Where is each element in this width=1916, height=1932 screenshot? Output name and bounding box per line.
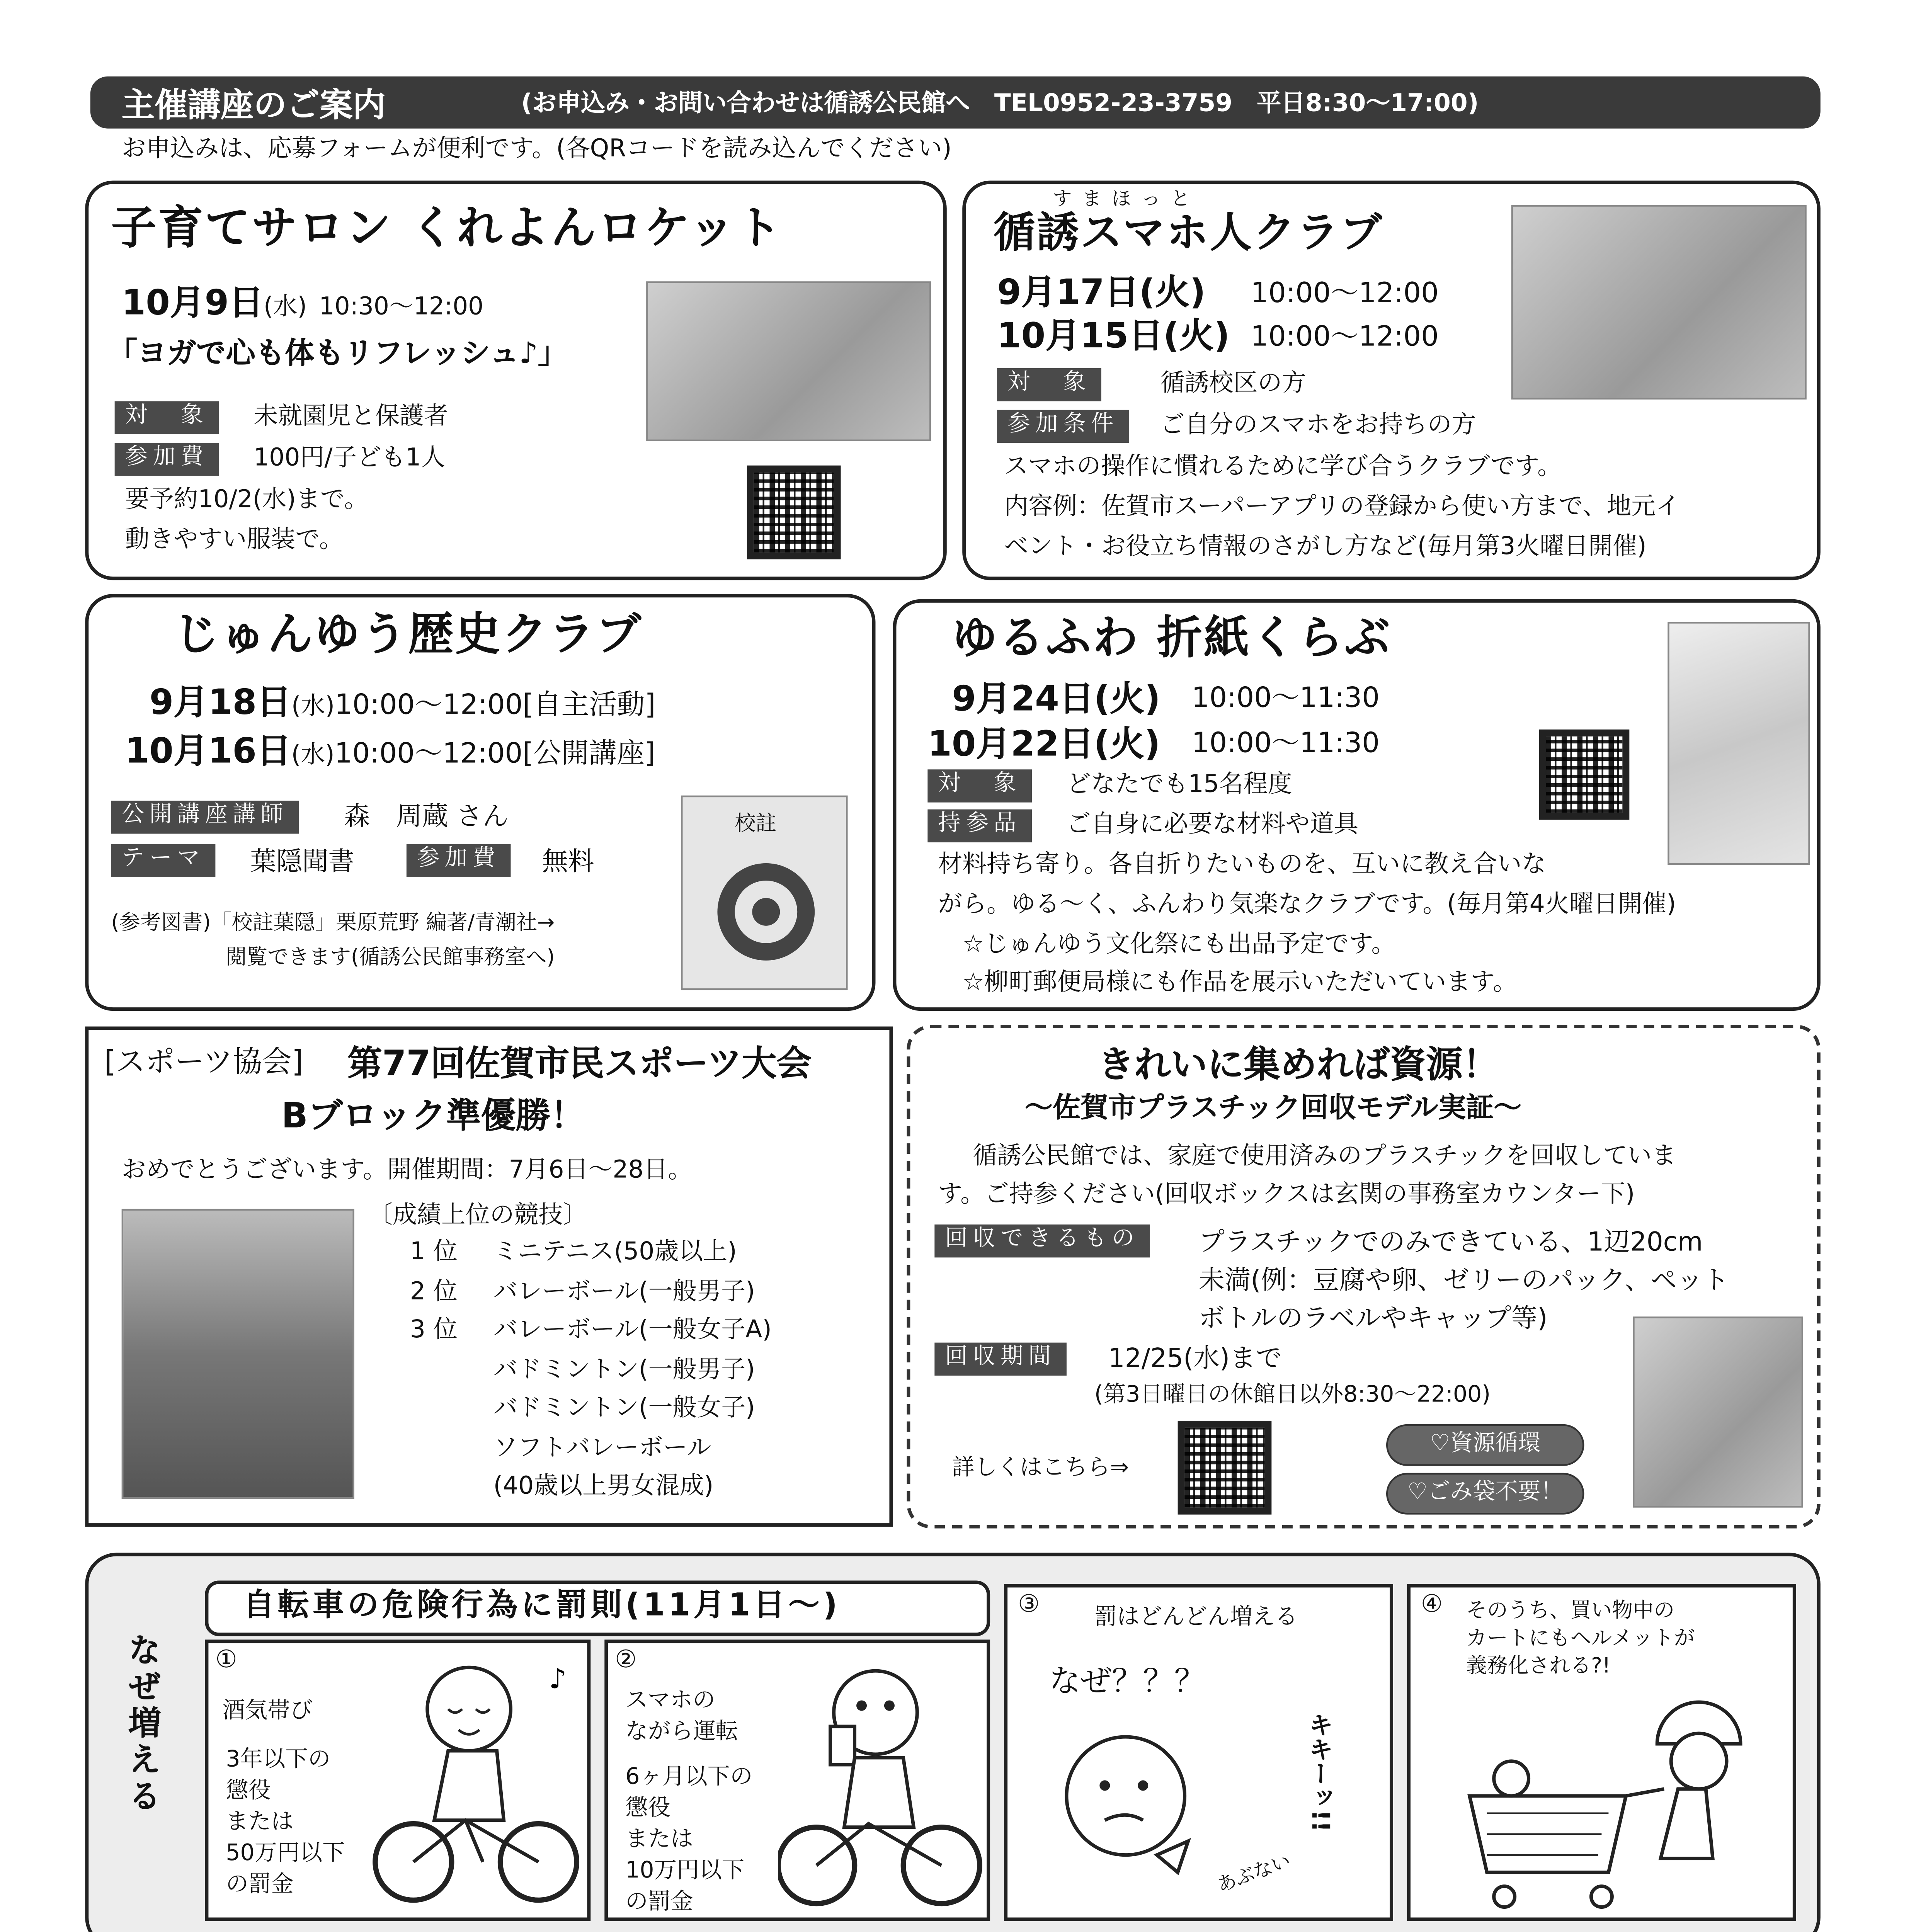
panel1-line2: 懲役 [226,1778,271,1805]
smaho-target: 循誘校区の方 [1160,370,1307,398]
sports-result-row [410,1238,737,1269]
panel1-heading: 酒気帯び [222,1699,313,1725]
sports-result-rank: 2 位 [410,1277,458,1305]
panel1-line5: の罰金 [226,1872,294,1899]
sports-result-row [410,1277,755,1308]
sports-result-event: バドミントン(一般女子) [493,1395,755,1423]
recycle-qr-code[interactable] [1178,1421,1272,1515]
origami-target-label: 対 象 [927,769,1032,802]
panel1-line3: または [226,1810,294,1836]
history-fee-label: 参加費 [407,844,511,877]
panel3-heading: 罰はどんどん増える [1094,1605,1298,1631]
recycle-details[interactable]: 詳しくはこちら⇒ [952,1455,1129,1482]
origami-title: ゆるふわ 折紙くらぶ [952,613,1392,665]
panel2-heading1: スマホの [625,1688,715,1714]
crayon-target: 未就園児と保護者 [254,403,448,431]
crayon-theme: 「ヨガで心も体もリフレッシュ♪」 [107,337,568,372]
history-fee: 無料 [542,846,594,877]
sports-result-row [410,1473,714,1503]
book-crest-icon [683,797,850,992]
shopping-cart-helmet-icon [1435,1692,1782,1917]
recycle-items2: 未満(例：豆腐や卵、ゼリーのパック、ペット [1198,1264,1729,1296]
sports-title1: 第77回佐賀市民スポーツ大会 [347,1042,812,1084]
history-date1: 9月18日 [149,681,292,723]
smaho-ruby: すまほっと [1052,187,1201,210]
trophy-photo [122,1209,354,1499]
panel3-why: なぜ？？？ [1049,1664,1206,1701]
crayon-target-label: 対 象 [115,401,219,434]
crayon-reserve: 要予約10/2(水)まで。 [125,486,369,514]
header-title: 主催講座のご案内 [121,86,386,124]
smaho-time2: 10:00～12:00 [1251,320,1439,353]
origami-date1: 9月24日(火) [952,677,1160,719]
smaho-time1: 10:00～12:00 [1251,276,1439,310]
panel3-abunai: あぶない [1214,1849,1294,1897]
history-lecturer-label: 公開講座講師 [111,801,299,833]
header-contact: (お申込み・お問い合わせは循誘公民館へ TEL0952-23-3759 平日8:30～17:00) [521,90,1479,118]
bicycle-panel-3 [1004,1584,1393,1921]
bicycle-panel-1 [205,1639,590,1921]
smaho-cond-label: 参加条件 [997,410,1129,443]
sports-result-row [410,1395,755,1425]
origami-bring-label: 持参品 [927,810,1032,842]
history-theme-label: テーマ [111,844,216,877]
crayon-fee-label: 参加費 [115,443,219,476]
recycle-box-photo [1633,1316,1803,1507]
panel2-line3: または [625,1827,693,1854]
sports-result-event: (40歳以上男女混成) [493,1473,714,1501]
panel3-kiki: キキーッ!! [1305,1713,1333,1832]
origami-photo [1668,622,1810,865]
history-dow1: (水) [291,693,335,721]
panel2-line2: 懲役 [625,1796,671,1822]
origami-bring: ご自身に必要な材料や道具 [1066,811,1359,839]
crayon-dow: (水) [264,293,307,321]
crayon-date: 10月9日 [121,281,264,323]
crayon-qr-code[interactable] [747,466,841,560]
history-time2: 10:00～12:00[公開講座] [334,736,656,770]
sports-title2: Bブロック準優勝！ [281,1094,585,1136]
crayon-fee: 100円/子ども1人 [254,444,446,473]
panel4-number: ④ [1421,1591,1443,1619]
origami-qr-code[interactable] [1539,730,1630,820]
recycle-period: 12/25(水)まで [1108,1342,1282,1374]
panel3-number: ③ [1018,1591,1040,1619]
smaho-desc2: 内容例：佐賀市スーパーアプリの登録から使い方まで、地元イ [1004,493,1680,521]
bicycle-panel-2 [604,1639,990,1921]
phone-cyclist-icon [778,1657,987,1917]
sports-result-row [410,1434,711,1464]
sports-result-row [410,1316,772,1347]
recycle-tag-resource: ♡資源循環 [1386,1424,1584,1466]
recycle-period-note: (第3日曜日の休館日以外8:30～22:00) [1094,1383,1491,1409]
crayon-date-row [122,281,484,325]
recycle-items-label: 回収できるもの [934,1225,1150,1257]
sports-result-event: バレーボール(一般女子A) [493,1316,772,1345]
panel4-line2: カートにもヘルメットが [1466,1626,1695,1650]
history-lecturer: 森 周蔵 さん [344,801,509,832]
smaho-cond: ご自分のスマホをお持ちの方 [1160,412,1476,440]
panel1-line4: 50万円以下 [226,1841,345,1867]
panel2-heading2: ながら運転 [625,1719,738,1746]
crayon-wear: 動きやすい服装で。 [125,526,344,554]
origami-time2: 10:00～11:30 [1191,726,1380,759]
sports-org: [スポーツ協会] [104,1045,303,1080]
history-date2: 10月16日 [125,729,291,771]
history-dow2: (水) [291,742,335,770]
panel4-line3: 義務化される?! [1466,1653,1611,1678]
origami-date2: 10月22日(火) [927,722,1160,764]
history-ref2: 閲覧できます(循誘公民館事務室へ) [226,945,555,969]
history-date1-row [150,681,656,724]
sports-result-event: ソフトバレーボール [493,1434,711,1462]
svg-text:♪: ♪ [549,1662,567,1695]
history-ref1: (参考図書)「校註葉隠」栗原荒野 編著/青潮社→ [111,910,555,935]
crayon-title: 子育てサロン くれよんロケット [111,203,783,255]
smaho-title: 循誘スマホ人クラブ [994,208,1384,257]
history-title: じゅんゆう歴史クラブ [174,609,643,662]
smaho-date1: 9月17日(火) [997,271,1206,313]
origami-target: どなたでも15名程度 [1066,771,1292,799]
panel1-number: ① [215,1646,237,1675]
yoga-photo [646,281,931,441]
history-time1: 10:00～12:00[自主活動] [335,688,656,721]
bicycle-side-label: なぜ増える [123,1633,162,1815]
recycle-tag-no-bag: ♡ごみ袋不要！ [1386,1473,1584,1515]
smaho-desc1: スマホの操作に慣れるために学び合うクラブです。 [1004,453,1562,481]
origami-desc2: がら。ゆる～く、ふんわり気楽なクラブです。(毎月第4火曜日開催) [938,891,1676,919]
panel2-line5: の罰金 [625,1889,693,1916]
recycle-items1: プラスチックでのみできている、1辺20cm [1198,1226,1703,1258]
smaho-photo [1511,205,1807,399]
smaho-target-label: 対 象 [997,368,1101,401]
recycle-title: きれいに集めれば資源！ [1098,1044,1499,1086]
worried-face-icon [1046,1726,1220,1883]
smaho-desc3: ベント・お役立ち情報のさがし方など(毎月第3火曜日開催) [1004,533,1647,561]
book-cover-image [681,796,848,990]
panel1-line1: 3年以下の [226,1747,331,1774]
recycle-desc1: 循誘公民館では、家庭で使用済みのプラスチックを回収していま [973,1143,1676,1171]
sports-result-event: バレーボール(一般男子) [493,1277,755,1305]
sports-results-label: 〔成績上位の競技〕 [368,1202,587,1230]
history-date2-row [125,730,655,773]
smaho-date2: 10月15日(火) [997,314,1230,356]
sports-result-rank: 1 位 [410,1238,458,1266]
recycle-items3: ボトルのラベルやキャップ等) [1198,1303,1548,1334]
origami-desc4: ☆柳町郵便局様にも作品を展示いただいています。 [962,969,1518,997]
origami-desc1: 材料持ち寄り。各自折りたいものを、互いに教え合いな [938,851,1546,879]
recycle-period-label: 回収期間 [934,1343,1067,1376]
panel4-line1: そのうち、買い物中の [1466,1598,1675,1622]
history-theme: 葉隠聞書 [250,846,355,877]
panel2-line1: 6ヶ月以下の [625,1764,753,1791]
bicycle-panel-4 [1407,1584,1796,1921]
crayon-time: 10:30～12:00 [319,293,484,321]
sports-congrats: おめでとうございます。開催期間：7月6日～28日。 [121,1156,693,1185]
header-note: お申込みは、応募フォームが便利です。(各QRコードを読み込んでください) [121,135,952,163]
panel2-line4: 10万円以下 [625,1858,745,1885]
recycle-desc2: す。ご持参ください(回収ボックスは玄関の事務室カウンター下) [938,1181,1635,1209]
sports-result-row [410,1355,755,1386]
sports-result-event: バドミントン(一般男子) [493,1355,755,1384]
drunk-cyclist-icon [361,1653,587,1914]
origami-time1: 10:00～11:30 [1191,681,1380,714]
header-bar [90,77,1821,129]
bicycle-title: 自転車の危険行為に罰則(11月1日～) [243,1587,841,1624]
panel2-number: ② [615,1646,637,1675]
sports-result-rank: 3 位 [410,1316,458,1345]
sports-result-event: ミニテニス(50歳以上) [493,1238,737,1266]
origami-desc3: ☆じゅんゆう文化祭にも出品予定です。 [962,931,1396,959]
book-cover-text: 校註 [735,811,777,836]
recycle-subtitle: ～佐賀市プラスチック回収モデル実証～ [1025,1090,1522,1124]
